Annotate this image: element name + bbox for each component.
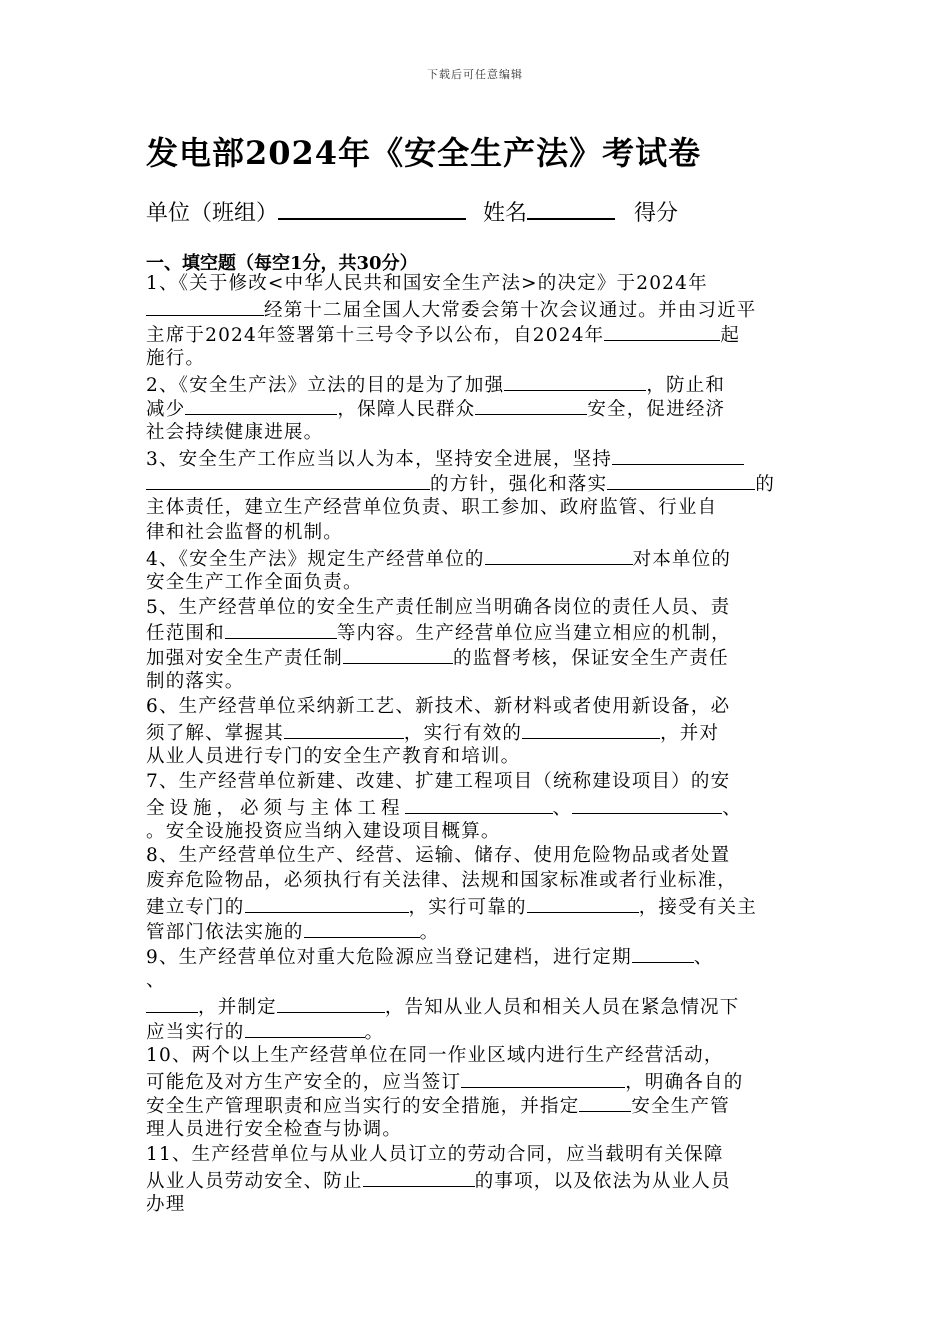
blank-field[interactable] [245, 1019, 365, 1038]
blank-field[interactable] [572, 795, 722, 814]
line-text: 6、生产经营单位采纳新工艺、新技术、新材料或者使用新设备，必 [146, 696, 731, 718]
line-text: 主席于2024年签署第十三号令予以公布，自2024年 [146, 324, 605, 346]
text-line [146, 347, 806, 372]
line-text: 废弃危险物品，必须执行有关法律、法规和国家标准或者行业标准， [146, 870, 738, 892]
text-line [146, 1093, 806, 1118]
blank-field[interactable] [284, 720, 404, 739]
text-line [146, 720, 806, 745]
text-line [146, 820, 806, 845]
blank-field[interactable] [146, 994, 198, 1013]
line-text: 应当实行的 [146, 1021, 245, 1043]
text-line [146, 1069, 806, 1094]
blank-field[interactable] [146, 471, 430, 490]
line-text: 安全生产管理职责和应当实行的安全措施，并指定 [146, 1096, 580, 1118]
line-text: 建立专门的 [146, 897, 245, 919]
line-text: 1、《关于修改<中华人民共和国安全生产法>的决定》于2024年 [146, 273, 708, 294]
text-line [146, 969, 806, 994]
line-text: 可能危及对方生产安全的，应当签订 [146, 1071, 462, 1093]
page-title: 发电部2024年《安全生产法》考试卷 [146, 134, 702, 172]
line-text: 的事项，以及依法为从业人员 [474, 1171, 731, 1193]
blank-field[interactable] [522, 720, 660, 739]
blank-field[interactable] [607, 471, 755, 490]
line-text: 社会持续健康进展。 [146, 422, 324, 444]
line-text: 安全生产管 [631, 1096, 730, 1118]
text-line [146, 272, 806, 297]
text-line [146, 322, 806, 347]
line-text: 4、《安全生产法》规定生产经营单位的 [146, 548, 485, 570]
line-text: ，实行可靠的 [408, 897, 527, 919]
line-text: ，明确各自的 [625, 1071, 744, 1093]
info-line [146, 196, 866, 227]
blank-field[interactable] [363, 1168, 475, 1187]
text-line [146, 596, 806, 621]
text-line [146, 620, 806, 645]
line-text: ，告知从业人员和相关人员在紧急情况下 [384, 996, 740, 1018]
text-line [146, 1143, 806, 1168]
blank-field[interactable] [146, 297, 264, 316]
name-label: 姓名 [483, 201, 528, 226]
score-label: 得分 [634, 201, 679, 226]
line-text: 安全生产工作全面负责。 [146, 571, 363, 593]
text-line [146, 994, 806, 1019]
text-line [146, 919, 806, 944]
text-line [146, 446, 806, 471]
line-text: 的监督考核，保证安全生产责任 [453, 648, 729, 670]
line-text: 全设施，必须与主体工程 [146, 797, 405, 819]
line-text: 对本单位的 [632, 548, 732, 570]
text-line [146, 1193, 806, 1218]
text-line [146, 770, 806, 795]
line-text: 须了解、掌握其 [146, 723, 284, 745]
line-text: ，保障人民群众 [337, 399, 476, 421]
text-line [146, 844, 806, 869]
blank-field[interactable] [185, 396, 337, 415]
blank-field[interactable] [304, 919, 420, 938]
text-line [146, 670, 806, 695]
line-text: 。 [419, 922, 440, 944]
blank-field[interactable] [527, 894, 639, 913]
blank-field[interactable] [485, 546, 633, 565]
line-text: 3、安全生产工作应当以人为本，坚持安全进展，坚持 [146, 449, 613, 471]
section-heading: 一、填空题（每空1分，共30分） [146, 253, 418, 274]
line-text: 施行。 [146, 347, 206, 369]
text-line [146, 1019, 806, 1044]
unit-label: 单位（班组） [146, 201, 279, 226]
text-line [146, 695, 806, 720]
text-line [146, 944, 806, 969]
line-text: 、 [722, 797, 742, 819]
line-text: 办理 [146, 1193, 186, 1215]
line-text: 5、生产经营单位的安全生产责任制应当明确各岗位的责任人员、责 [146, 596, 731, 618]
line-text: 管部门依法实施的 [146, 922, 304, 944]
line-text: ，并对 [660, 723, 720, 745]
text-line [146, 396, 806, 421]
line-text: 从业人员进行专门的安全生产教育和培训。 [146, 745, 521, 767]
line-text: 的 [755, 474, 776, 496]
line-text: 的方针，强化和落实 [430, 474, 608, 496]
blank-field[interactable] [604, 322, 720, 341]
line-text: ，防止和 [646, 374, 726, 396]
line-text: ，接受有关主 [638, 897, 757, 919]
line-text: 11、生产经营单位与从业人员订立的劳动合同，应当载明有关保障 [146, 1144, 724, 1166]
blank-field[interactable] [225, 620, 337, 639]
text-line [146, 795, 806, 820]
text-line [146, 745, 806, 770]
text-line [146, 297, 806, 322]
line-text: 。安全设施投资应当纳入建设项目概算。 [146, 820, 501, 842]
page-header: 下载后可任意编辑 [427, 68, 523, 81]
line-text: 经第十二届全国人大常委会第十次会议通过。并由习近平 [264, 299, 757, 321]
line-text: 、 [693, 947, 714, 969]
blank-field[interactable] [245, 894, 409, 913]
line-text: 8、生产经营单位生产、经营、运输、储存、使用危险物品或者处置 [146, 845, 731, 867]
text-line [146, 471, 806, 496]
line-text: 2、《安全生产法》立法的目的是为了加强 [146, 374, 505, 396]
text-line [146, 894, 806, 919]
line-text: 10、两个以上生产经营单位在同一作业区域内进行生产经营活动， [146, 1044, 724, 1066]
blank-field[interactable] [461, 1069, 625, 1088]
question-body [146, 272, 806, 1218]
line-text: ，实行有效的 [403, 723, 523, 745]
line-text: 7、生产经营单位新建、改建、扩建工程项目（统称建设项目）的安 [146, 770, 731, 792]
blank-field[interactable] [277, 994, 385, 1013]
text-line [146, 421, 806, 446]
line-text: 等内容。生产经营单位应当建立相应的机制， [336, 623, 731, 645]
line-text: 。 [364, 1021, 385, 1043]
blank-field[interactable] [579, 1093, 631, 1112]
line-text: 制的落实。 [146, 671, 245, 693]
line-text: 、 [146, 969, 166, 991]
line-text: 从业人员劳动安全、防止 [146, 1171, 363, 1193]
text-line [146, 571, 806, 596]
text-line [146, 1118, 806, 1143]
line-text: 理人员进行安全检查与协调。 [146, 1119, 403, 1141]
blank-field[interactable] [632, 944, 694, 963]
line-text: 9、生产经营单位对重大危险源应当登记建档，进行定期 [146, 947, 632, 969]
line-text: 主体责任，建立生产经营单位负责、职工参加、政府监管、行业自 [146, 497, 718, 519]
text-line [146, 372, 806, 397]
text-line [146, 496, 806, 521]
line-text: 安全，促进经济 [587, 399, 726, 421]
line-text: 加强对安全生产责任制 [146, 648, 344, 670]
text-line [146, 1168, 806, 1193]
blank-field[interactable] [612, 446, 744, 465]
line-text: 律和社会监督的机制。 [146, 521, 344, 543]
blank-field[interactable] [504, 372, 646, 391]
text-line [146, 521, 806, 546]
unit-field[interactable] [278, 196, 466, 220]
line-text: 任范围和 [146, 623, 225, 645]
line-text: 起 [720, 324, 741, 346]
text-line [146, 869, 806, 894]
text-line [146, 546, 806, 571]
blank-field[interactable] [405, 795, 553, 814]
blank-field[interactable] [343, 645, 453, 664]
text-line [146, 1044, 806, 1069]
name-field[interactable] [527, 196, 615, 220]
line-text: ，并制定 [198, 996, 277, 1018]
line-text: 、 [552, 797, 573, 819]
text-line [146, 645, 806, 670]
blank-field[interactable] [475, 396, 587, 415]
line-text: 减少 [146, 399, 186, 421]
